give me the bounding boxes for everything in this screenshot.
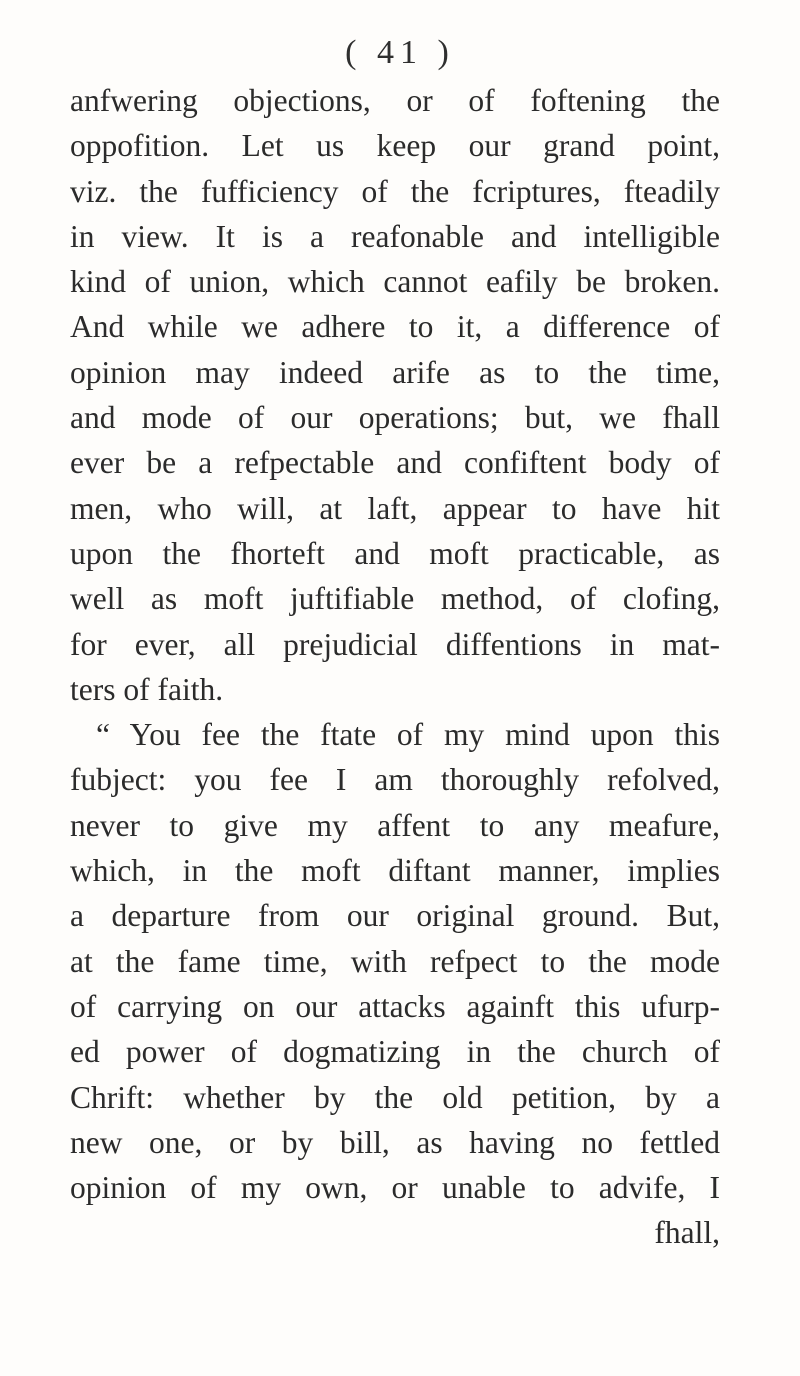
paragraph-start-line: “ You fee the ftate of my mind upon this (96, 717, 720, 753)
text-line: opinion of my own, or unable to advife, I (70, 1170, 720, 1206)
text-line: in view. It is a reafonable and intelligible (70, 218, 720, 254)
text-line: never to give my affent to any meafure, (70, 807, 720, 843)
text-line: at the fame time, with refpect to the mode (70, 943, 720, 979)
text-line: Chrift: whether by the old petition, by a (70, 1079, 720, 1115)
text-line: and mode of our operations; but, we fhall (70, 400, 720, 436)
body-text (70, 78, 720, 1256)
text-line: upon the fhorteft and moft practicable, as (70, 535, 720, 571)
paragraph-end-line: ters of faith. (70, 671, 224, 707)
text-line: fubject: you fee I am thoroughly refolved, (70, 762, 720, 798)
text-line: well as moft juftifiable method, of clofing, (70, 581, 720, 617)
text-line: anfwering objections, or of foftening the (70, 83, 720, 118)
text-line: of carrying on our attacks againft this ufurp- (70, 988, 720, 1024)
text-line: kind of union, which cannot eafily be broken. (70, 264, 720, 300)
text-line: new one, or by bill, as having no fettled (70, 1124, 720, 1160)
text-line: And while we adhere to it, a difference of (70, 309, 720, 345)
text-line: oppofition. Let us keep our grand point, (70, 128, 720, 164)
text-line: ed power of dogmatizing in the church of (70, 1034, 720, 1070)
text-line: a departure from our original ground. But, (70, 898, 720, 934)
text-line: men, who will, at laft, appear to have hit (70, 490, 720, 526)
page-number-header: ( 41 ) (345, 34, 455, 71)
text-line: which, in the moft diftant manner, implies (70, 853, 720, 889)
text-line: ever be a refpectable and confiftent body of (70, 445, 720, 481)
catchword: fhall, (654, 1215, 720, 1251)
text-line: opinion may indeed arife as to the time, (70, 354, 720, 390)
text-line: for ever, all prejudicial diffentions in mat- (70, 626, 720, 662)
text-line: viz. the fufficiency of the fcriptures, fteadily (70, 173, 720, 209)
